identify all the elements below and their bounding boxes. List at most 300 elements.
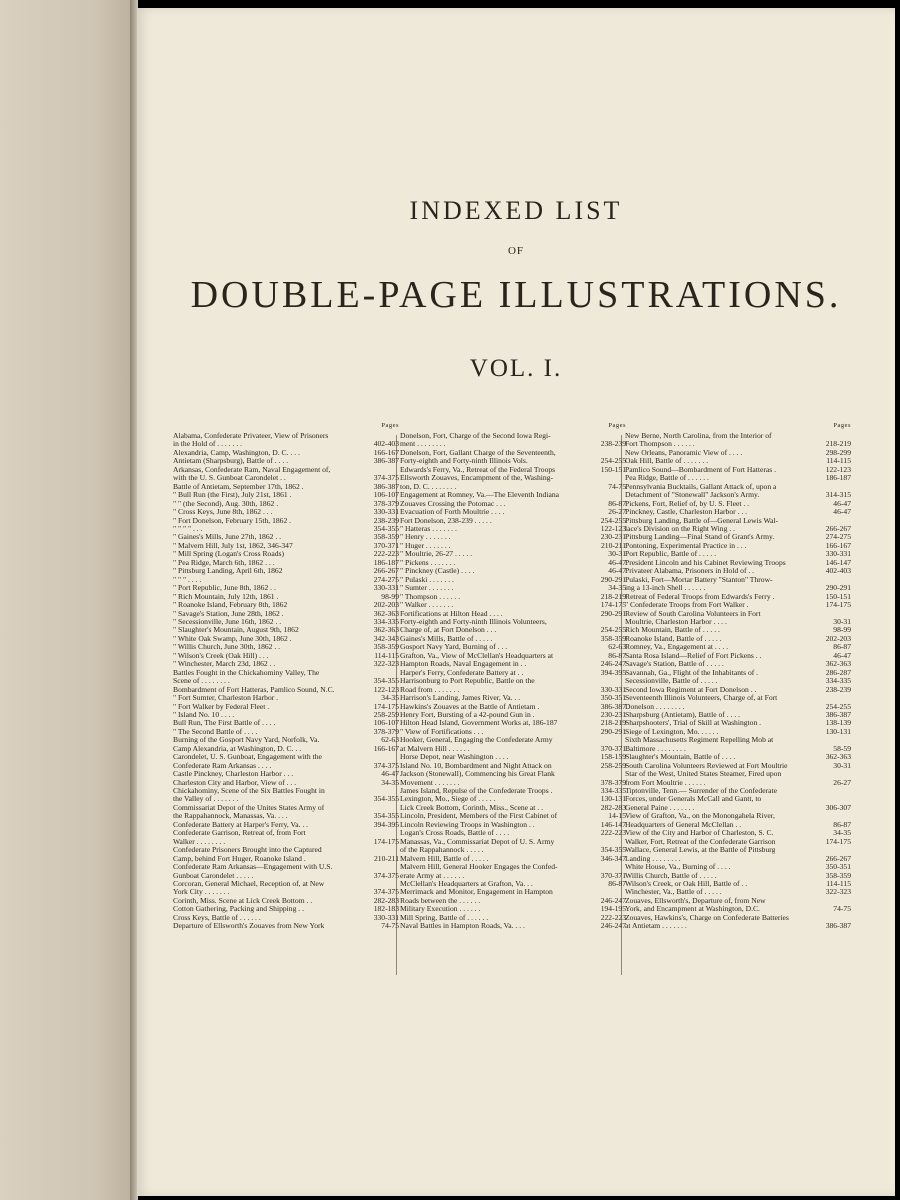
index-entry — [625, 576, 851, 584]
page-title-indexed-list: INDEXED LIST — [409, 196, 623, 225]
index-column-1 — [173, 422, 399, 931]
entry-pages — [396, 669, 399, 677]
index-entry — [400, 652, 626, 660]
entry-title: Forty-eighth and Forty-ninth Illinois Volunteers, — [400, 617, 547, 626]
index-entry — [625, 593, 851, 601]
entry-title: Pennsylvania Bucktails, Gallant Attack of, upon a — [625, 482, 777, 491]
entry-title: Hawkins's Zouaves at the Battle of Antietam . — [400, 702, 540, 711]
entry-title: Henry Fort, Bursting of a 42-pound Gun in . — [400, 710, 535, 719]
index-entry — [400, 762, 626, 770]
entry-title: ton, D. C. . . . . . . . — [400, 482, 457, 491]
entry-title: " White Oak Swamp, June 30th, 1862 . — [173, 634, 292, 643]
index-entry — [400, 635, 626, 643]
entry-title: White House, Va., Burning of . . . . — [625, 863, 731, 872]
index-entry — [625, 753, 851, 761]
entry-pages — [848, 483, 851, 491]
entry-title: Port Republic, Battle of . . . . . — [625, 550, 717, 559]
entry-pages: 218-219 — [600, 719, 626, 728]
index-entry — [173, 905, 399, 913]
entry-pages: 174-175 — [373, 837, 399, 846]
entry-pages: 150-151 — [600, 465, 626, 474]
entry-title: at Malvern Hill . . . . . . — [400, 744, 470, 753]
entry-pages: 202-203 — [825, 634, 851, 643]
entry-pages: 222-223 — [600, 913, 626, 922]
entry-title: Tiptonville, Tenn.— Surrender of the Confederate — [625, 787, 777, 796]
entry-title: Wallace, General Lewis, at the Battle of Pittsburg — [625, 846, 776, 855]
index-entry — [625, 483, 851, 491]
entry-pages — [396, 753, 399, 761]
index-entry — [625, 550, 851, 558]
index-entry — [173, 872, 399, 880]
entry-title: " Pulaski . . . . . . . — [400, 575, 454, 584]
entry-title: Zouaves, Ellsworth's, Departure of, from New — [625, 896, 766, 905]
index-entry — [173, 728, 399, 736]
entry-pages: 122-123 — [825, 465, 851, 474]
entry-pages: 222-223 — [600, 829, 626, 838]
index-entry — [173, 888, 399, 896]
index-entry — [625, 533, 851, 541]
entry-pages: 358-359 — [600, 634, 626, 643]
entry-title: Confederate Garrison, Retreat of, from Fort — [173, 829, 306, 838]
index-entry — [173, 559, 399, 567]
entry-title: Headquarters of General McClellan . . — [625, 820, 742, 829]
entry-pages — [396, 804, 399, 812]
entry-pages: 166-167 — [373, 744, 399, 753]
entry-title: from Fort Moultrie . . . . . . — [625, 778, 706, 787]
entry-pages: 218-219 — [600, 592, 626, 601]
entry-title: Lick Creek Bottom, Corinth, Miss., Scene at . . — [400, 803, 543, 812]
index-entry — [400, 804, 626, 812]
index-entry — [400, 593, 626, 601]
entry-title: " Henry . . . . . . . — [400, 533, 451, 542]
entry-pages — [396, 829, 399, 837]
entry-pages: 182-183 — [373, 905, 399, 914]
entry-pages: 386-387 — [825, 710, 851, 719]
entry-title: " Hatteras . . . . . . . — [400, 524, 457, 533]
entry-pages: 74-75 — [833, 905, 851, 914]
index-entry — [400, 626, 626, 634]
entry-title: Fort Thompson . . . . . . — [625, 440, 695, 449]
entry-title: Donelson, Fort, Gallant Charge of the Seventeenth, — [400, 448, 556, 457]
entry-title: " Mill Spring (Logan's Cross Roads) — [173, 550, 284, 559]
entry-title: " Confederate Troops from Fort Walker . — [625, 601, 749, 610]
index-entry — [173, 863, 399, 871]
entry-title: Carondelet, U. S. Gunboat, Engagement with the — [173, 753, 322, 762]
entry-title: Lexington, Mo., Siege of . . . . . — [400, 795, 496, 804]
entry-pages: 306-307 — [825, 803, 851, 812]
index-entry — [400, 846, 626, 854]
entry-title: of the Rappahannock . . . . . — [400, 846, 484, 855]
entry-title: Pittsburg Landing, Battle of—General Lewis Wal- — [625, 516, 779, 525]
entry-pages: 330-331 — [825, 550, 851, 559]
index-entry — [625, 787, 851, 795]
entry-title: " Wilson's Creek (Oak Hill) . . . — [173, 651, 269, 660]
entry-pages: 362-363 — [373, 609, 399, 618]
entry-pages: 238-239 — [825, 685, 851, 694]
pages-header: Pages — [608, 422, 626, 429]
index-entry — [625, 643, 851, 651]
index-entry — [625, 457, 851, 465]
entry-title: lace's Division on the Right Wing . . — [625, 524, 735, 533]
entry-pages — [396, 787, 399, 795]
index-entry — [173, 804, 399, 812]
entry-title: Pulaski, Fort—Mortar Battery "Stanton" Throw- — [625, 575, 773, 584]
entry-pages: 374-375 — [373, 761, 399, 770]
entry-pages: 290-291 — [825, 584, 851, 593]
index-entry — [625, 812, 851, 820]
entry-title: Movement . . . . . . . — [400, 778, 460, 787]
entry-title: Fortifications at Hilton Head . . . . — [400, 609, 503, 618]
index-entry — [400, 821, 626, 829]
index-entry — [173, 474, 399, 482]
index-entry — [625, 863, 851, 871]
entry-title: Pinckney, Castle, Charleston Harbor . . . — [625, 508, 748, 517]
entry-title: Road from . . . . . . . — [400, 685, 460, 694]
entry-pages: 46-47 — [833, 651, 851, 660]
index-entry — [400, 550, 626, 558]
index-entry — [400, 660, 626, 668]
entry-pages: 46-47 — [833, 508, 851, 517]
index-entry — [625, 618, 851, 626]
entry-title: Savage's Station, Battle of . . . . . — [625, 660, 724, 669]
entry-title: Burning of the Gosport Navy Yard, Norfolk, Va. — [173, 736, 320, 745]
entry-pages: 378-379 — [373, 499, 399, 508]
entry-title: Edwards's Ferry, Va., Retreat of the Federal Troops — [400, 465, 556, 474]
index-entry — [625, 795, 851, 803]
entry-title: Pontoning, Experimental Practice in . . . — [625, 541, 747, 550]
entry-title: Sharpshooters', Trial of Skill at Washington . — [625, 719, 762, 728]
index-entry — [625, 846, 851, 854]
index-entry — [625, 804, 851, 812]
entry-pages: 86-87 — [608, 499, 626, 508]
entry-title: " Cross Keys, June 8th, 1862 . . . — [173, 508, 273, 517]
index-entry — [173, 897, 399, 905]
index-entry — [173, 457, 399, 465]
entry-pages: 282-283 — [600, 803, 626, 812]
entry-title: the Valley of . . . . . . . — [173, 795, 239, 804]
entry-pages: 246-247 — [600, 896, 626, 905]
index-entry — [400, 542, 626, 550]
entry-title: " " (the Second), Aug. 30th, 1862 . — [173, 499, 279, 508]
entry-title: Horse Depot, near Washington . . . . — [400, 753, 509, 762]
index-entry — [173, 846, 399, 854]
entry-pages: 30-31 — [608, 550, 626, 559]
index-entry — [400, 610, 626, 618]
index-entry — [400, 863, 626, 871]
pages-header: Pages — [833, 422, 851, 429]
entry-title: Hooker, General, Engaging the Confederate Army — [400, 736, 553, 745]
index-entry — [173, 812, 399, 820]
entry-pages: 98-99 — [833, 626, 851, 635]
index-entry — [400, 703, 626, 711]
entry-title: " " " . . . . — [173, 575, 202, 584]
page-title-of: OF — [507, 245, 525, 257]
entry-title: Second Iowa Regiment at Fort Donelson . . — [625, 685, 757, 694]
entry-pages: 358-359 — [825, 871, 851, 880]
entry-title: Merrimack and Monitor, Engagement in Hampton — [400, 888, 553, 897]
entry-pages: 174-175 — [600, 601, 626, 610]
index-entry — [400, 618, 626, 626]
index-column-3 — [625, 422, 851, 931]
index-entry — [173, 914, 399, 922]
entry-title: Pamlico Sound—Bombardment of Fort Hatteras . — [625, 465, 777, 474]
entry-title: Cross Keys, Battle of . . . . . . — [173, 913, 261, 922]
entry-title: " Fort Sumter, Charleston Harbor . — [173, 694, 279, 703]
entry-pages: 130-131 — [825, 727, 851, 736]
index-entry — [173, 660, 399, 668]
index-entry — [400, 728, 626, 736]
index-entry — [400, 686, 626, 694]
entry-pages: 334-335 — [600, 787, 626, 796]
entry-title: Pea Ridge, Battle of . . . . . . — [625, 474, 709, 483]
index-entry — [625, 440, 851, 448]
index-entry — [625, 762, 851, 770]
index-entry — [173, 440, 399, 448]
entry-pages — [848, 897, 851, 905]
index-entry — [625, 922, 851, 930]
entry-pages: 354-355 — [373, 524, 399, 533]
entry-title: " Savage's Station, June 28th, 1862 . — [173, 609, 284, 618]
entry-pages — [848, 787, 851, 795]
index-entry — [625, 491, 851, 499]
index-entry — [625, 855, 851, 863]
index-entry — [625, 686, 851, 694]
entry-title: Island No. 10, Bombardment and Night Attack on — [400, 761, 552, 770]
entry-pages: 362-363 — [825, 660, 851, 669]
entry-pages: 210-211 — [600, 541, 626, 550]
entry-title: Confederate Battery at Harper's Ferry, Va. . . — [173, 820, 309, 829]
index-entry — [400, 432, 626, 440]
index-entry — [625, 660, 851, 668]
index-entry — [625, 770, 851, 778]
entry-title: Jackson (Stonewall), Commencing his Great Flank — [400, 770, 555, 779]
entry-title: Confederate Prisoners Brought into the Captured — [173, 846, 322, 855]
entry-title: Bull Run, The First Battle of . . . . — [173, 719, 276, 728]
entry-pages: 146-147 — [600, 820, 626, 829]
entry-title: Forces, under Generals McCall and Gantt, to — [625, 795, 762, 804]
entry-title: " Winchester, March 23d, 1862 . . — [173, 660, 276, 669]
entry-pages: 386-387 — [825, 922, 851, 931]
entry-pages: 122-123 — [373, 685, 399, 694]
entry-pages: 334-335 — [373, 617, 399, 626]
entry-pages: 114-115 — [826, 457, 851, 466]
index-entry — [400, 770, 626, 778]
entry-title: Corinth, Miss. Scene at Lick Creek Bottom . . — [173, 896, 313, 905]
entry-title: at Antietam . . . . . . . — [625, 922, 687, 931]
entry-pages: 46-47 — [608, 567, 626, 576]
entry-pages: 158-159 — [600, 753, 626, 762]
entry-pages — [848, 846, 851, 854]
entry-pages: 354-355 — [373, 795, 399, 804]
entry-pages: 130-131 — [600, 795, 626, 804]
entry-title: Romney, Va., Engagement at . . . . — [625, 643, 729, 652]
entry-title: Naval Battles in Hampton Roads, Va. . . . — [400, 922, 525, 931]
volume-label: VOL. I. — [469, 355, 563, 382]
index-entry — [400, 736, 626, 744]
entry-pages: 246-247 — [600, 660, 626, 669]
index-entry — [400, 812, 626, 820]
entry-title: Oak Hill, Battle of . . . . . . . — [625, 457, 709, 466]
entry-pages — [848, 795, 851, 803]
entry-title: " Pea Ridge, March 6th, 1862 . . . — [173, 558, 275, 567]
entry-title: " Moultrie, 26-27 . . . . . — [400, 550, 473, 559]
index-entry — [173, 736, 399, 744]
index-entry — [625, 821, 851, 829]
index-entry — [400, 449, 626, 457]
entry-pages: 202-203 — [373, 601, 399, 610]
entry-title: Wilson's Creek, or Oak Hill, Battle of . . — [625, 880, 748, 889]
entry-title: Harrisonburg to Port Republic, Battle on the — [400, 677, 535, 686]
entry-pages: 86-87 — [833, 643, 851, 652]
entry-title: Review of South Carolina Volunteers in Fort — [625, 609, 761, 618]
index-column-2 — [400, 422, 626, 931]
entry-pages: 146-147 — [825, 558, 851, 567]
entry-title: " Willis Church, June 30th, 1862 . . — [173, 643, 281, 652]
facing-page-edge — [0, 0, 136, 1200]
index-entry — [625, 466, 851, 474]
entry-title: " Malvern Hill, July 1st, 1862, 346-347 — [173, 541, 293, 550]
entry-title: Malvern Hill, General Hooker Engages the Confed- — [400, 863, 558, 872]
entry-title: " Bull Run (the First), July 21st, 1861 . — [173, 491, 292, 500]
index-entry — [400, 914, 626, 922]
index-entry — [400, 669, 626, 677]
entry-title: Gaines's Mills, Battle of . . . . . — [400, 634, 493, 643]
entry-pages: 58-59 — [833, 744, 851, 753]
entry-title: Chickahominy, Scene of the Six Battles Fought in — [173, 787, 325, 796]
entry-pages: 106-107 — [373, 491, 399, 500]
entry-title: Walker . . . . . . . . — [173, 837, 226, 846]
entry-title: Logan's Cross Roads, Battle of . . . . — [400, 829, 510, 838]
entry-title: Harrison's Landing, James River, Va. . . — [400, 694, 521, 703]
entry-title: the Rappahannock, Manassas, Va. . . . — [173, 812, 288, 821]
entry-title: Gunboat Carondelet . . . . . — [173, 871, 254, 880]
entry-pages: 14-15 — [608, 812, 626, 821]
index-entry — [173, 542, 399, 550]
entry-pages: 330-331 — [373, 508, 399, 517]
index-entry — [625, 779, 851, 787]
entry-pages: 46-47 — [608, 558, 626, 567]
entry-title: Scene of . . . . . . . . — [173, 677, 230, 686]
entry-pages: 114-115 — [826, 880, 851, 889]
index-entry — [625, 728, 851, 736]
entry-pages: 246-247 — [600, 922, 626, 931]
entry-pages: 374-375 — [373, 474, 399, 483]
index-entry — [400, 466, 626, 474]
entry-pages: 354-355 — [373, 812, 399, 821]
index-entry — [173, 508, 399, 516]
entry-title: James Island, Repulse of the Confederate Troops . — [400, 787, 553, 796]
index-entry — [625, 635, 851, 643]
index-entry — [625, 610, 851, 618]
entry-pages: 402-403 — [373, 440, 399, 449]
index-entry — [173, 432, 399, 440]
index-entry — [173, 694, 399, 702]
entry-pages: 362-363 — [825, 753, 851, 762]
index-entry — [400, 888, 626, 896]
index-entry — [173, 922, 399, 930]
entry-pages — [396, 466, 399, 474]
index-entry — [625, 711, 851, 719]
entry-title: Confederate Ram Arkansas . . . . — [173, 761, 272, 770]
index-entry — [625, 500, 851, 508]
entry-pages: 186-187 — [825, 474, 851, 483]
index-entry — [400, 643, 626, 651]
entry-pages: 74-75 — [608, 482, 626, 491]
index-entry — [400, 711, 626, 719]
index-entry — [173, 669, 399, 677]
index-entry — [173, 779, 399, 787]
entry-title: Landing . . . . . . . . — [625, 854, 681, 863]
index-entry — [400, 525, 626, 533]
entry-title: Star of the West, United States Steamer, Fired upon — [625, 770, 782, 779]
entry-title: Walker, Fort, Retreat of the Confederate Garrison — [625, 837, 776, 846]
entry-pages: 114-115 — [374, 651, 399, 660]
index-entry — [173, 593, 399, 601]
index-entry — [625, 677, 851, 685]
page-title-main: DOUBLE-PAGE ILLUSTRATIONS. — [190, 274, 842, 316]
entry-pages: 362-363 — [373, 626, 399, 635]
entry-title: " Thompson . . . . . . — [400, 592, 461, 601]
entry-pages: 30-31 — [833, 617, 851, 626]
index-entry — [400, 829, 626, 837]
entry-pages: 122-123 — [600, 524, 626, 533]
index-entry — [173, 626, 399, 634]
index-entry — [173, 795, 399, 803]
entry-pages: 26-27 — [833, 778, 851, 787]
index-entry — [625, 669, 851, 677]
entry-pages — [848, 770, 851, 778]
index-entry — [400, 584, 626, 592]
entry-title: Roanoke Island, Battle of . . . . . — [625, 634, 722, 643]
entry-title: South Carolina Volunteers Reviewed at Fort Moultrie — [625, 761, 788, 770]
entry-pages: 166-167 — [825, 541, 851, 550]
entry-title: Confederate Ram Arkansas—Engagement with U.S. — [173, 863, 333, 872]
index-entry — [173, 517, 399, 525]
entry-title: ing a 13-inch Shell . . . . . . — [625, 584, 706, 593]
entry-title: Alabama, Confederate Privateer, View of Prisoners — [173, 432, 329, 440]
index-entry — [625, 703, 851, 711]
index-entry — [400, 880, 626, 888]
index-entry — [173, 711, 399, 719]
entry-pages: 174-175 — [373, 702, 399, 711]
entry-title: Slaughter's Mountain, Battle of . . . . — [625, 753, 736, 762]
entry-title: " Walker . . . . . . . — [400, 601, 454, 610]
entry-pages: 342-343 — [373, 634, 399, 643]
entry-pages — [396, 432, 399, 440]
entry-title: Retreat of Federal Troops from Edwards's Ferry . — [625, 592, 775, 601]
entry-pages — [396, 846, 399, 854]
entry-title: Donelson, Fort, Charge of the Second Iowa Regi- — [400, 432, 551, 440]
entry-pages: 350-351 — [600, 694, 626, 703]
entry-pages: 330-331 — [373, 913, 399, 922]
entry-title: ment . . . . . . . . — [400, 440, 446, 449]
entry-title: Baltimore . . . . . . . . — [625, 744, 686, 753]
entry-title: New Berne, North Carolina, from the Interior of — [625, 432, 772, 440]
entry-pages: 86-87 — [833, 820, 851, 829]
entry-pages: 370-371 — [600, 871, 626, 880]
index-entry — [400, 855, 626, 863]
entry-title: Antietam (Sharpsburg), Battle of . . . . — [173, 457, 289, 466]
entry-title: Battle of Antietam, September 17th, 1862 . — [173, 482, 304, 491]
entry-title: York City . . . . . . . — [173, 888, 230, 897]
entry-title: " Port Republic, June 8th, 1862 . . — [173, 584, 276, 593]
index-entry — [173, 584, 399, 592]
index-entry — [173, 829, 399, 837]
entry-title: Commissariat Depot of the Unites States Army of — [173, 803, 325, 812]
index-entry — [173, 601, 399, 609]
entry-pages: 186-187 — [373, 558, 399, 567]
entry-pages: 314-315 — [825, 491, 851, 500]
